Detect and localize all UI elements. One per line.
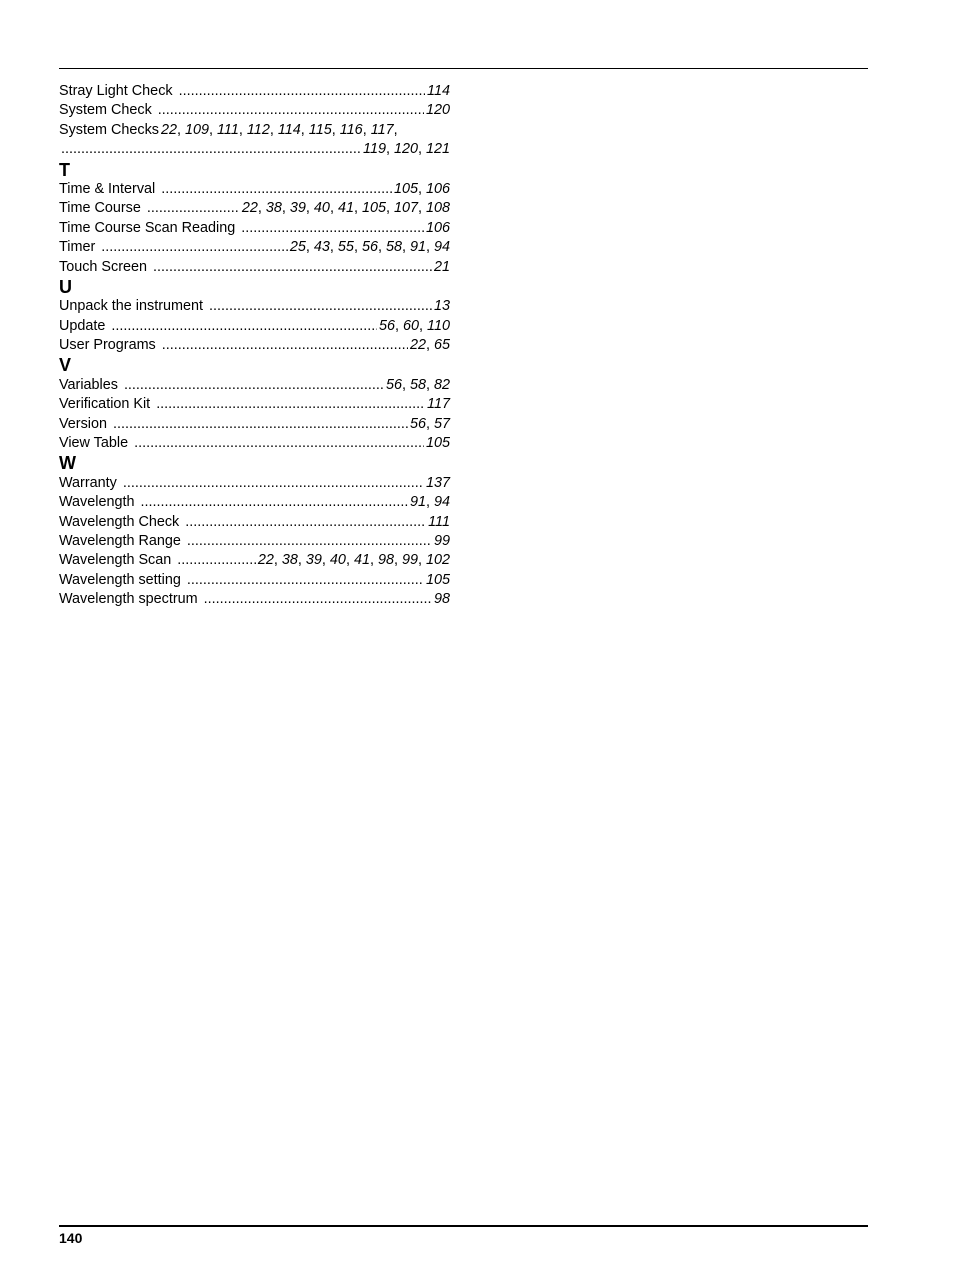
index-entry (59, 258, 450, 277)
entry-term: System Checks (59, 121, 159, 138)
page-ref[interactable]: 115 (308, 121, 332, 138)
dot-leader (204, 590, 432, 609)
dot-leader (177, 551, 256, 570)
page-ref[interactable]: 65 (433, 337, 450, 354)
entry-term: Update (59, 317, 106, 334)
page-separator: , (353, 200, 362, 217)
page-ref[interactable]: 38 (281, 552, 298, 569)
index-entry (59, 199, 450, 218)
page-ref[interactable]: 41 (337, 200, 354, 217)
page-separator: , (425, 376, 434, 393)
footer-rule (59, 1225, 868, 1227)
page-ref[interactable]: 40 (329, 552, 346, 569)
page-separator: , (419, 317, 428, 334)
entry-term: System Check (59, 102, 152, 119)
entry-term: View Table (59, 435, 129, 452)
page-ref[interactable]: 99 (401, 552, 418, 569)
page-ref[interactable]: 137 (425, 474, 450, 491)
index-entry (59, 101, 450, 120)
index-entry (59, 317, 450, 336)
page-separator: , (417, 200, 426, 217)
dot-leader (179, 82, 425, 101)
page-ref[interactable]: 39 (289, 200, 306, 217)
page-ref[interactable]: 106 (425, 180, 450, 197)
dot-leader (241, 219, 424, 238)
dot-leader (147, 199, 240, 218)
page-separator: , (401, 376, 410, 393)
entry-pages (258, 551, 450, 570)
page-separator: , (362, 121, 371, 138)
page-ref[interactable]: 22 (409, 337, 426, 354)
entry-term: Unpack the instrument (59, 298, 203, 315)
page-separator: , (321, 552, 330, 569)
entry-pages (426, 571, 450, 590)
entry-term: Time Course (59, 200, 141, 217)
dot-leader (123, 474, 424, 493)
page-ref[interactable]: 22 (160, 121, 177, 138)
section-letter-u: U (59, 276, 72, 297)
entry-term: Wavelength setting (59, 571, 181, 588)
entry-term: Wavelength spectrum (59, 591, 198, 608)
page-ref[interactable]: 57 (433, 415, 450, 432)
page-ref[interactable]: 58 (409, 376, 426, 393)
entry-term: Time & Interval (59, 180, 156, 197)
index-entry (59, 513, 450, 532)
page-ref[interactable]: 120 (393, 141, 418, 158)
page-separator: , (393, 121, 398, 138)
page-number: 140 (59, 1230, 83, 1246)
dot-leader (101, 238, 288, 257)
page-ref[interactable]: 39 (305, 552, 322, 569)
dot-leader (111, 317, 377, 336)
page-separator: , (417, 552, 426, 569)
entry-pages (426, 101, 450, 120)
entry-pages (428, 513, 450, 532)
page-separator: , (209, 121, 217, 138)
entry-term: Variables (59, 376, 118, 393)
page-ref[interactable]: 91 (409, 494, 426, 511)
page-separator: , (345, 552, 354, 569)
index-entry (59, 180, 450, 199)
page-separator: , (300, 121, 309, 138)
index-entry (59, 571, 450, 590)
page-ref[interactable]: 25 (289, 239, 306, 256)
entry-pages (394, 180, 450, 199)
page-separator: , (395, 317, 404, 334)
page-ref[interactable]: 110 (427, 317, 450, 334)
entry-pages (434, 532, 450, 551)
page-separator: , (385, 200, 394, 217)
entry-pages (410, 415, 450, 434)
dot-leader (187, 571, 424, 590)
entry-term: Stray Light Check (59, 83, 173, 99)
entry-term: Wavelength Check (59, 513, 180, 530)
page-separator: , (353, 239, 362, 256)
page-ref[interactable]: 56 (379, 317, 396, 334)
index-entry (59, 474, 450, 493)
section-letter-v: V (59, 355, 72, 376)
page-ref[interactable]: 21 (433, 258, 450, 275)
page-separator: , (377, 239, 386, 256)
page-ref[interactable]: 98 (377, 552, 394, 569)
entry-term: Wavelength (59, 494, 135, 511)
page-separator: , (401, 239, 410, 256)
page-ref[interactable]: 99 (433, 532, 450, 549)
page-ref[interactable]: 55 (337, 239, 354, 256)
entry-pages (386, 376, 450, 395)
page-separator: , (369, 552, 378, 569)
dot-leader (156, 395, 425, 414)
entry-pages (290, 238, 450, 257)
page-ref[interactable]: 56 (409, 415, 426, 432)
page-ref[interactable]: 107 (393, 200, 418, 217)
entry-term: Version (59, 415, 107, 432)
page-separator: , (273, 552, 282, 569)
page-separator: , (385, 141, 394, 158)
entry-term: Timer (59, 239, 96, 256)
index-entry (59, 297, 450, 316)
header-rule (59, 68, 868, 69)
page-separator: , (425, 494, 434, 511)
section-letter-w: W (59, 453, 76, 474)
page-ref[interactable]: 98 (433, 591, 450, 608)
page-separator: , (417, 141, 426, 158)
page-separator: , (257, 200, 266, 217)
entry-term: User Programs (59, 337, 156, 354)
index-entry (59, 590, 450, 609)
dot-leader (162, 336, 408, 355)
page-ref[interactable]: 106 (425, 219, 450, 236)
page-ref[interactable]: 108 (425, 200, 450, 217)
page-ref[interactable]: 117 (427, 396, 450, 413)
page-ref[interactable]: 111 (428, 513, 450, 530)
page-ref[interactable]: 105 (361, 200, 386, 217)
page-separator: , (269, 121, 278, 138)
index-entry-continuation (59, 140, 450, 159)
page-separator: , (417, 180, 426, 197)
dot-leader (134, 434, 424, 453)
entry-term: Wavelength Range (59, 532, 181, 549)
dot-leader (153, 258, 432, 277)
index-entry (59, 395, 450, 414)
entry-term: Warranty (59, 474, 117, 491)
dot-leader (140, 493, 408, 512)
page-separator: , (305, 200, 314, 217)
page-ref[interactable]: 120 (425, 102, 450, 119)
page-separator: , (329, 239, 338, 256)
index-entry (59, 219, 450, 238)
dot-leader (113, 415, 408, 434)
page-ref[interactable]: 94 (433, 239, 450, 256)
entry-pages (410, 336, 450, 355)
page-ref[interactable]: 105 (425, 571, 450, 588)
page-separator: , (281, 200, 290, 217)
page-ref[interactable]: 91 (409, 239, 426, 256)
page-ref[interactable]: 43 (313, 239, 330, 256)
entry-pages (379, 317, 450, 336)
page-separator: , (238, 121, 247, 138)
entry-term: Verification Kit (59, 396, 151, 413)
page-ref[interactable]: 41 (353, 552, 370, 569)
page-ref[interactable]: 114 (277, 121, 301, 138)
page-ref[interactable]: 56 (385, 376, 402, 393)
index-entry (59, 376, 450, 395)
page-separator: , (305, 239, 314, 256)
entry-pages (434, 297, 450, 316)
index-entry (59, 238, 450, 257)
entry-term: Wavelength Scan (59, 552, 172, 569)
page-separator: , (331, 121, 340, 138)
page-ref[interactable]: 22 (241, 200, 258, 217)
entry-term: Touch Screen (59, 258, 147, 275)
page-ref[interactable]: 114 (427, 83, 450, 99)
entry-pages (434, 258, 450, 277)
dot-leader (124, 376, 384, 395)
entry-pages (242, 199, 450, 218)
page-ref[interactable]: 109 (184, 121, 209, 138)
entry-pages (426, 474, 450, 493)
page-ref[interactable]: 119 (363, 141, 386, 158)
index-entry (59, 551, 450, 570)
section-letter-t: T (59, 159, 70, 180)
page-ref[interactable]: 40 (313, 200, 330, 217)
page-ref[interactable]: 117 (370, 121, 394, 138)
page-ref[interactable]: 58 (385, 239, 402, 256)
entry-pages (410, 493, 450, 512)
page-ref[interactable]: 121 (425, 141, 450, 158)
page-ref[interactable]: 22 (257, 552, 274, 569)
index-entry (59, 415, 450, 434)
entry-pages (426, 219, 450, 238)
page-ref[interactable]: 38 (265, 200, 282, 217)
dot-leader (187, 532, 432, 551)
page-separator: , (176, 121, 185, 138)
index-entry (59, 82, 450, 101)
page-ref[interactable]: 102 (425, 552, 450, 569)
page-separator: , (425, 415, 434, 432)
page-ref[interactable]: 13 (433, 298, 450, 315)
page-ref[interactable]: 112 (246, 121, 270, 138)
entry-pages (434, 590, 450, 609)
entry-term: Time Course Scan Reading (59, 219, 236, 236)
page-separator: , (297, 552, 306, 569)
dot-leader (158, 101, 424, 120)
dot-leader (185, 513, 426, 532)
index-column (59, 82, 450, 610)
page-ref[interactable]: 60 (403, 317, 420, 334)
dot-leader (61, 140, 361, 159)
page-ref[interactable]: 56 (361, 239, 378, 256)
dot-leader (161, 180, 392, 199)
page-ref[interactable]: 105 (393, 180, 418, 197)
page-separator: , (425, 239, 434, 256)
index-entry (59, 434, 450, 453)
page-separator: , (329, 200, 338, 217)
page-separator: , (425, 337, 434, 354)
entry-pages (427, 395, 450, 414)
page-ref[interactable]: 105 (425, 435, 450, 452)
entry-pages (161, 121, 394, 140)
page-ref[interactable]: 116 (339, 121, 363, 138)
index-entry (59, 493, 450, 512)
page-ref[interactable]: 82 (433, 376, 450, 393)
index-entry (59, 121, 450, 140)
entry-pages (426, 434, 450, 453)
index-entry (59, 532, 450, 551)
entry-pages (427, 82, 450, 101)
page-separator: , (393, 552, 402, 569)
page-ref[interactable]: 111 (217, 121, 239, 138)
dot-leader (209, 297, 432, 316)
index-entry (59, 336, 450, 355)
entry-pages (363, 140, 450, 159)
page-ref[interactable]: 94 (433, 494, 450, 511)
